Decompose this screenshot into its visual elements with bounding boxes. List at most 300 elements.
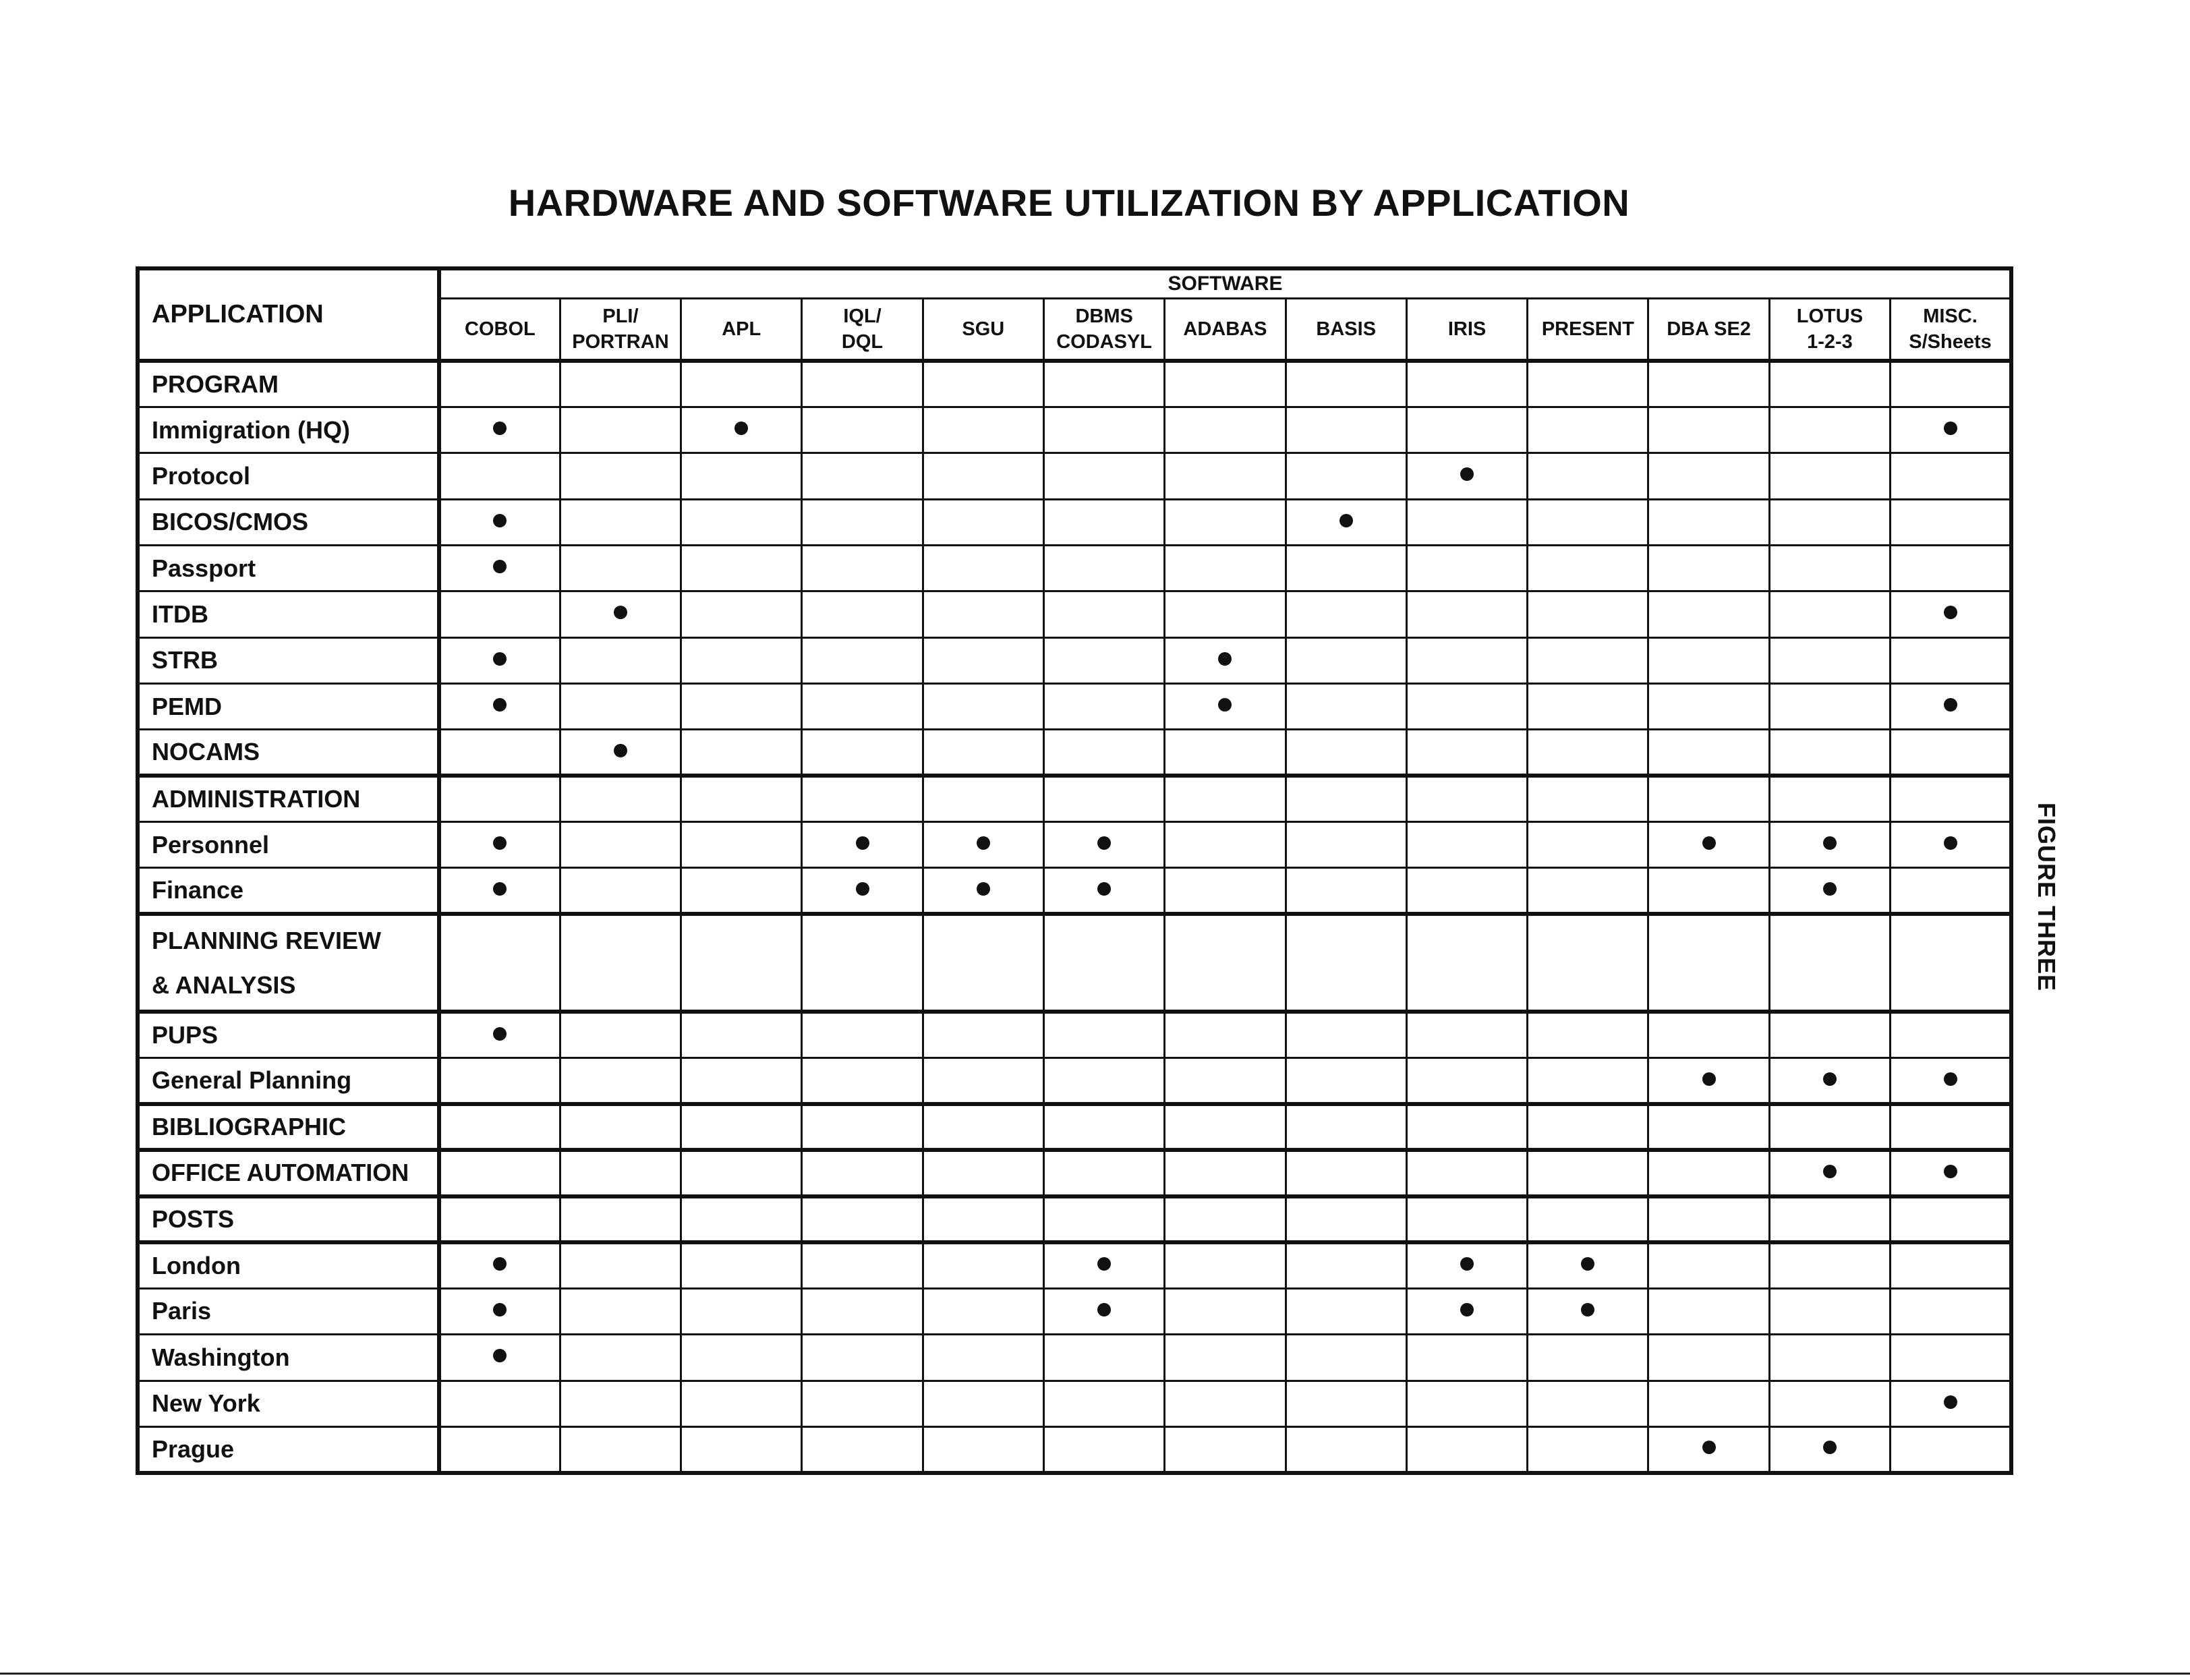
application-label	[138, 1012, 439, 1058]
usage-cell	[1406, 361, 1527, 407]
usage-cell	[1043, 637, 1164, 683]
usage-cell	[802, 1288, 923, 1334]
usage-cell	[1648, 1058, 1769, 1104]
usage-dot-icon	[1944, 836, 1957, 850]
usage-cell	[681, 453, 802, 499]
application-label-text: BIBLIOGRAPHIC	[152, 1113, 346, 1141]
usage-cell	[802, 1381, 923, 1426]
table-row	[138, 730, 2011, 776]
application-column-header: APPLICATION	[138, 268, 439, 361]
usage-cell	[1648, 591, 1769, 637]
usage-cell	[439, 1058, 560, 1104]
table-row	[138, 1288, 2011, 1334]
usage-cell	[439, 545, 560, 591]
software-column-header-text: ADABAS	[1183, 318, 1267, 340]
usage-cell	[560, 637, 681, 683]
usage-cell	[681, 1150, 802, 1196]
usage-cell	[681, 1104, 802, 1150]
usage-dot-icon	[1218, 652, 1232, 666]
usage-cell	[923, 1381, 1043, 1426]
software-column-header	[681, 299, 802, 361]
application-label	[138, 1426, 439, 1473]
document-title: HARDWARE AND SOFTWARE UTILIZATION BY APPLICATION	[508, 181, 1630, 224]
usage-cell	[1286, 1381, 1406, 1426]
usage-cell	[1165, 499, 1286, 545]
application-label-text: ADMINISTRATION	[152, 785, 361, 813]
usage-cell	[1406, 730, 1527, 776]
usage-cell	[1891, 407, 2011, 453]
usage-cell	[1891, 637, 2011, 683]
usage-cell	[560, 545, 681, 591]
usage-cell	[1165, 545, 1286, 591]
application-label-text: Immigration (HQ)	[152, 415, 350, 444]
usage-cell	[1165, 776, 1286, 821]
usage-cell	[923, 1335, 1043, 1381]
table-row	[138, 1104, 2011, 1150]
usage-cell	[1165, 1058, 1286, 1104]
software-column-header-text: MISC.	[1923, 306, 1978, 327]
usage-dot-icon	[493, 698, 507, 712]
usage-cell	[1043, 1012, 1164, 1058]
usage-dot-icon	[493, 514, 507, 527]
application-label	[138, 821, 439, 867]
usage-cell	[1528, 776, 1648, 821]
usage-cell	[439, 1104, 560, 1150]
usage-cell	[1286, 1058, 1406, 1104]
usage-dot-icon	[1581, 1257, 1594, 1271]
table-row	[138, 545, 2011, 591]
usage-cell	[1165, 1335, 1286, 1381]
usage-cell	[1528, 1242, 1648, 1288]
usage-cell	[1891, 545, 2011, 591]
application-label-text: PLANNING REVIEW	[152, 926, 382, 954]
usage-cell	[1528, 1335, 1648, 1381]
usage-dot-icon	[1460, 467, 1474, 481]
usage-cell	[1286, 1012, 1406, 1058]
usage-cell	[1406, 868, 1527, 914]
usage-cell	[439, 1196, 560, 1242]
usage-cell	[1891, 821, 2011, 867]
usage-cell	[1891, 1335, 2011, 1381]
usage-cell	[1165, 1196, 1286, 1242]
usage-cell	[1043, 545, 1164, 591]
usage-cell	[1769, 499, 1890, 545]
application-label-text: PUPS	[152, 1021, 219, 1049]
usage-dot-icon	[1823, 1072, 1837, 1086]
usage-cell	[681, 1335, 802, 1381]
usage-cell	[1043, 914, 1164, 1012]
usage-cell	[1406, 1058, 1527, 1104]
application-label	[138, 1150, 439, 1196]
usage-dot-icon	[1097, 1303, 1111, 1316]
usage-cell	[1648, 730, 1769, 776]
usage-cell	[439, 776, 560, 821]
application-label-text: STRB	[152, 646, 218, 674]
application-label	[138, 499, 439, 545]
application-label	[138, 637, 439, 683]
usage-cell	[1648, 1288, 1769, 1334]
table-row	[138, 591, 2011, 637]
usage-cell	[1891, 776, 2011, 821]
usage-cell	[1528, 361, 1648, 407]
software-column-header	[560, 299, 681, 361]
usage-cell	[923, 683, 1043, 729]
usage-cell	[1043, 821, 1164, 867]
usage-dot-icon	[1097, 836, 1111, 850]
usage-cell	[681, 1012, 802, 1058]
usage-cell	[1406, 776, 1527, 821]
software-column-header-text: IQL/	[843, 306, 882, 327]
usage-cell	[1528, 683, 1648, 729]
usage-cell	[1406, 1104, 1527, 1150]
usage-cell	[1528, 1381, 1648, 1426]
usage-cell	[1891, 499, 2011, 545]
usage-cell	[1891, 914, 2011, 1012]
utilization-table	[136, 266, 2013, 1475]
software-column-header	[1406, 299, 1527, 361]
usage-cell	[1648, 914, 1769, 1012]
usage-cell	[923, 499, 1043, 545]
table-row	[138, 499, 2011, 545]
usage-cell	[1528, 453, 1648, 499]
usage-cell	[681, 591, 802, 637]
usage-cell	[560, 1288, 681, 1334]
usage-cell	[802, 1196, 923, 1242]
usage-cell	[1891, 868, 2011, 914]
application-label-text: Prague	[152, 1435, 235, 1463]
usage-cell	[1528, 591, 1648, 637]
usage-cell	[1406, 1242, 1527, 1288]
usage-cell	[681, 361, 802, 407]
usage-cell	[1648, 868, 1769, 914]
usage-cell	[1769, 637, 1890, 683]
usage-cell	[1891, 361, 2011, 407]
usage-cell	[1406, 545, 1527, 591]
usage-dot-icon	[1581, 1303, 1594, 1316]
usage-cell	[1165, 730, 1286, 776]
usage-cell	[1769, 730, 1890, 776]
usage-cell	[1891, 1104, 2011, 1150]
table-row	[138, 1242, 2011, 1288]
usage-cell	[1043, 591, 1164, 637]
usage-cell	[1406, 637, 1527, 683]
usage-cell	[1406, 914, 1527, 1012]
usage-cell	[1043, 1335, 1164, 1381]
usage-cell	[923, 1242, 1043, 1288]
usage-cell	[1769, 1058, 1890, 1104]
usage-cell	[1528, 545, 1648, 591]
usage-cell	[1648, 683, 1769, 729]
application-label-text: Protocol	[152, 461, 251, 490]
usage-dot-icon	[1823, 1441, 1837, 1454]
usage-cell	[560, 499, 681, 545]
usage-cell	[1406, 1150, 1527, 1196]
application-label-text: Paris	[152, 1297, 212, 1325]
usage-cell	[560, 361, 681, 407]
table-row	[138, 361, 2011, 407]
usage-cell	[439, 868, 560, 914]
usage-cell	[1769, 453, 1890, 499]
usage-cell	[439, 591, 560, 637]
usage-cell	[560, 1150, 681, 1196]
usage-cell	[681, 683, 802, 729]
usage-cell	[681, 1288, 802, 1334]
usage-cell	[802, 1150, 923, 1196]
usage-cell	[439, 453, 560, 499]
software-column-header-text: IRIS	[1447, 318, 1487, 340]
application-label-text: OFFICE AUTOMATION	[152, 1159, 409, 1187]
usage-cell	[923, 361, 1043, 407]
usage-cell	[1528, 1058, 1648, 1104]
usage-cell	[681, 1426, 802, 1473]
usage-dot-icon	[1460, 1257, 1474, 1271]
usage-cell	[439, 914, 560, 1012]
usage-cell	[1769, 1012, 1890, 1058]
usage-cell	[1286, 821, 1406, 867]
software-column-header-text: 1-2-3	[1807, 331, 1853, 353]
usage-cell	[1043, 1150, 1164, 1196]
usage-cell	[560, 407, 681, 453]
usage-cell	[1648, 1242, 1769, 1288]
usage-cell	[1043, 1058, 1164, 1104]
usage-cell	[1891, 591, 2011, 637]
usage-dot-icon	[1097, 1257, 1111, 1271]
usage-cell	[1043, 1381, 1164, 1426]
usage-cell	[560, 730, 681, 776]
usage-cell	[1286, 1196, 1406, 1242]
usage-dot-icon	[493, 422, 507, 435]
table-row	[138, 683, 2011, 729]
usage-cell	[1769, 683, 1890, 729]
usage-cell	[1286, 453, 1406, 499]
usage-cell	[802, 1012, 923, 1058]
usage-cell	[923, 1288, 1043, 1334]
usage-dot-icon	[614, 744, 627, 757]
usage-cell	[560, 683, 681, 729]
software-column-header-text: PLI/	[602, 306, 639, 327]
usage-cell	[439, 499, 560, 545]
usage-cell	[1165, 591, 1286, 637]
usage-cell	[560, 1381, 681, 1426]
usage-cell	[1528, 1012, 1648, 1058]
usage-cell	[1891, 730, 2011, 776]
usage-dot-icon	[1944, 422, 1957, 435]
usage-cell	[560, 1058, 681, 1104]
usage-cell	[560, 1012, 681, 1058]
application-label	[138, 1288, 439, 1334]
usage-cell	[1286, 730, 1406, 776]
usage-cell	[1891, 683, 2011, 729]
usage-cell	[802, 453, 923, 499]
table-row	[138, 914, 2011, 1012]
usage-cell	[681, 1242, 802, 1288]
usage-cell	[1648, 821, 1769, 867]
software-column-header-text: APL	[722, 318, 761, 340]
application-label-text: Finance	[152, 876, 244, 904]
usage-cell	[1165, 1426, 1286, 1473]
usage-cell	[1165, 914, 1286, 1012]
usage-cell	[560, 1426, 681, 1473]
usage-dot-icon	[856, 836, 869, 850]
usage-cell	[923, 591, 1043, 637]
usage-dot-icon	[493, 560, 507, 573]
usage-cell	[560, 1196, 681, 1242]
usage-cell	[1286, 868, 1406, 914]
application-label-text: Personnel	[152, 830, 270, 859]
table-row	[138, 821, 2011, 867]
application-label	[138, 591, 439, 637]
application-label	[138, 453, 439, 499]
usage-cell	[439, 1012, 560, 1058]
usage-cell	[923, 776, 1043, 821]
software-column-header	[1528, 299, 1648, 361]
usage-cell	[560, 914, 681, 1012]
usage-cell	[802, 1335, 923, 1381]
usage-cell	[1528, 914, 1648, 1012]
usage-dot-icon	[493, 1349, 507, 1362]
application-label	[138, 914, 439, 1012]
usage-cell	[1891, 1242, 2011, 1288]
usage-cell	[681, 730, 802, 776]
usage-dot-icon	[1944, 1072, 1957, 1086]
usage-cell	[1769, 361, 1890, 407]
usage-cell	[439, 361, 560, 407]
usage-cell	[802, 683, 923, 729]
usage-dot-icon	[1944, 1165, 1957, 1178]
usage-dot-icon	[1823, 882, 1837, 896]
usage-cell	[1406, 1335, 1527, 1381]
usage-cell	[1043, 361, 1164, 407]
software-column-header-text: DBA SE2	[1667, 318, 1751, 340]
table-row	[138, 1335, 2011, 1381]
usage-cell	[1528, 499, 1648, 545]
usage-cell	[1286, 776, 1406, 821]
usage-cell	[681, 499, 802, 545]
usage-cell	[681, 1196, 802, 1242]
software-column-header-text: DBMS	[1075, 306, 1133, 327]
usage-dot-icon	[493, 1303, 507, 1316]
usage-dot-icon	[1218, 698, 1232, 712]
software-column-header-text: LOTUS	[1796, 306, 1864, 327]
usage-cell	[1528, 637, 1648, 683]
usage-cell	[923, 1196, 1043, 1242]
usage-cell	[1406, 1196, 1527, 1242]
usage-cell	[1648, 545, 1769, 591]
usage-dot-icon	[1944, 698, 1957, 712]
usage-cell	[1406, 1012, 1527, 1058]
usage-cell	[1165, 1381, 1286, 1426]
usage-cell	[802, 821, 923, 867]
usage-cell	[923, 730, 1043, 776]
usage-cell	[1165, 637, 1286, 683]
usage-cell	[1406, 683, 1527, 729]
application-label	[138, 1058, 439, 1104]
usage-cell	[1769, 1150, 1890, 1196]
usage-cell	[439, 730, 560, 776]
usage-cell	[1286, 1150, 1406, 1196]
usage-cell	[1406, 821, 1527, 867]
application-label-text: PEMD	[152, 692, 223, 720]
application-label-text: & ANALYSIS	[152, 971, 296, 999]
application-label-text: Washington	[152, 1343, 290, 1371]
usage-cell	[1406, 1381, 1527, 1426]
usage-cell	[681, 821, 802, 867]
usage-cell	[1891, 1150, 2011, 1196]
usage-cell	[681, 1058, 802, 1104]
usage-cell	[1769, 914, 1890, 1012]
table-row	[138, 1426, 2011, 1473]
usage-cell	[1043, 683, 1164, 729]
usage-cell	[681, 407, 802, 453]
table-row	[138, 1012, 2011, 1058]
application-label	[138, 361, 439, 407]
usage-cell	[802, 1058, 923, 1104]
application-label-text: BICOS/CMOS	[152, 508, 309, 536]
usage-cell	[560, 1242, 681, 1288]
usage-cell	[1165, 361, 1286, 407]
software-column-header	[1286, 299, 1406, 361]
software-column-header	[439, 299, 560, 361]
usage-cell	[1165, 453, 1286, 499]
usage-cell	[1891, 453, 2011, 499]
usage-cell	[439, 1242, 560, 1288]
usage-dot-icon	[493, 652, 507, 666]
software-column-header	[923, 299, 1043, 361]
software-column-header-text: SGU	[962, 318, 1005, 340]
table-row	[138, 868, 2011, 914]
usage-cell	[1648, 407, 1769, 453]
usage-cell	[923, 821, 1043, 867]
usage-cell	[1043, 499, 1164, 545]
usage-cell	[802, 776, 923, 821]
usage-cell	[560, 868, 681, 914]
usage-cell	[1406, 407, 1527, 453]
usage-cell	[1648, 1335, 1769, 1381]
software-column-header-text: PRESENT	[1541, 318, 1634, 340]
usage-cell	[923, 407, 1043, 453]
usage-cell	[1286, 545, 1406, 591]
usage-cell	[439, 1426, 560, 1473]
table-row	[138, 1381, 2011, 1426]
application-label-text: NOCAMS	[152, 738, 260, 766]
application-label	[138, 1104, 439, 1150]
usage-cell	[1043, 453, 1164, 499]
usage-cell	[1043, 730, 1164, 776]
usage-cell	[439, 1335, 560, 1381]
usage-cell	[1648, 1012, 1769, 1058]
usage-dot-icon	[1702, 1072, 1716, 1086]
usage-cell	[1528, 730, 1648, 776]
usage-cell	[1165, 1012, 1286, 1058]
table-row	[138, 453, 2011, 499]
application-label	[138, 730, 439, 776]
application-label	[138, 1381, 439, 1426]
usage-cell	[1528, 821, 1648, 867]
application-label-text: Passport	[152, 554, 256, 582]
usage-cell	[802, 407, 923, 453]
usage-cell	[560, 453, 681, 499]
usage-cell	[923, 914, 1043, 1012]
software-column-header-text: PORTRAN	[572, 331, 669, 353]
software-column-header	[1648, 299, 1769, 361]
usage-cell	[1043, 407, 1164, 453]
usage-cell	[1891, 1058, 2011, 1104]
application-label	[138, 683, 439, 729]
usage-cell	[1165, 868, 1286, 914]
usage-cell	[1648, 1426, 1769, 1473]
usage-dot-icon	[1944, 606, 1957, 619]
usage-cell	[802, 545, 923, 591]
